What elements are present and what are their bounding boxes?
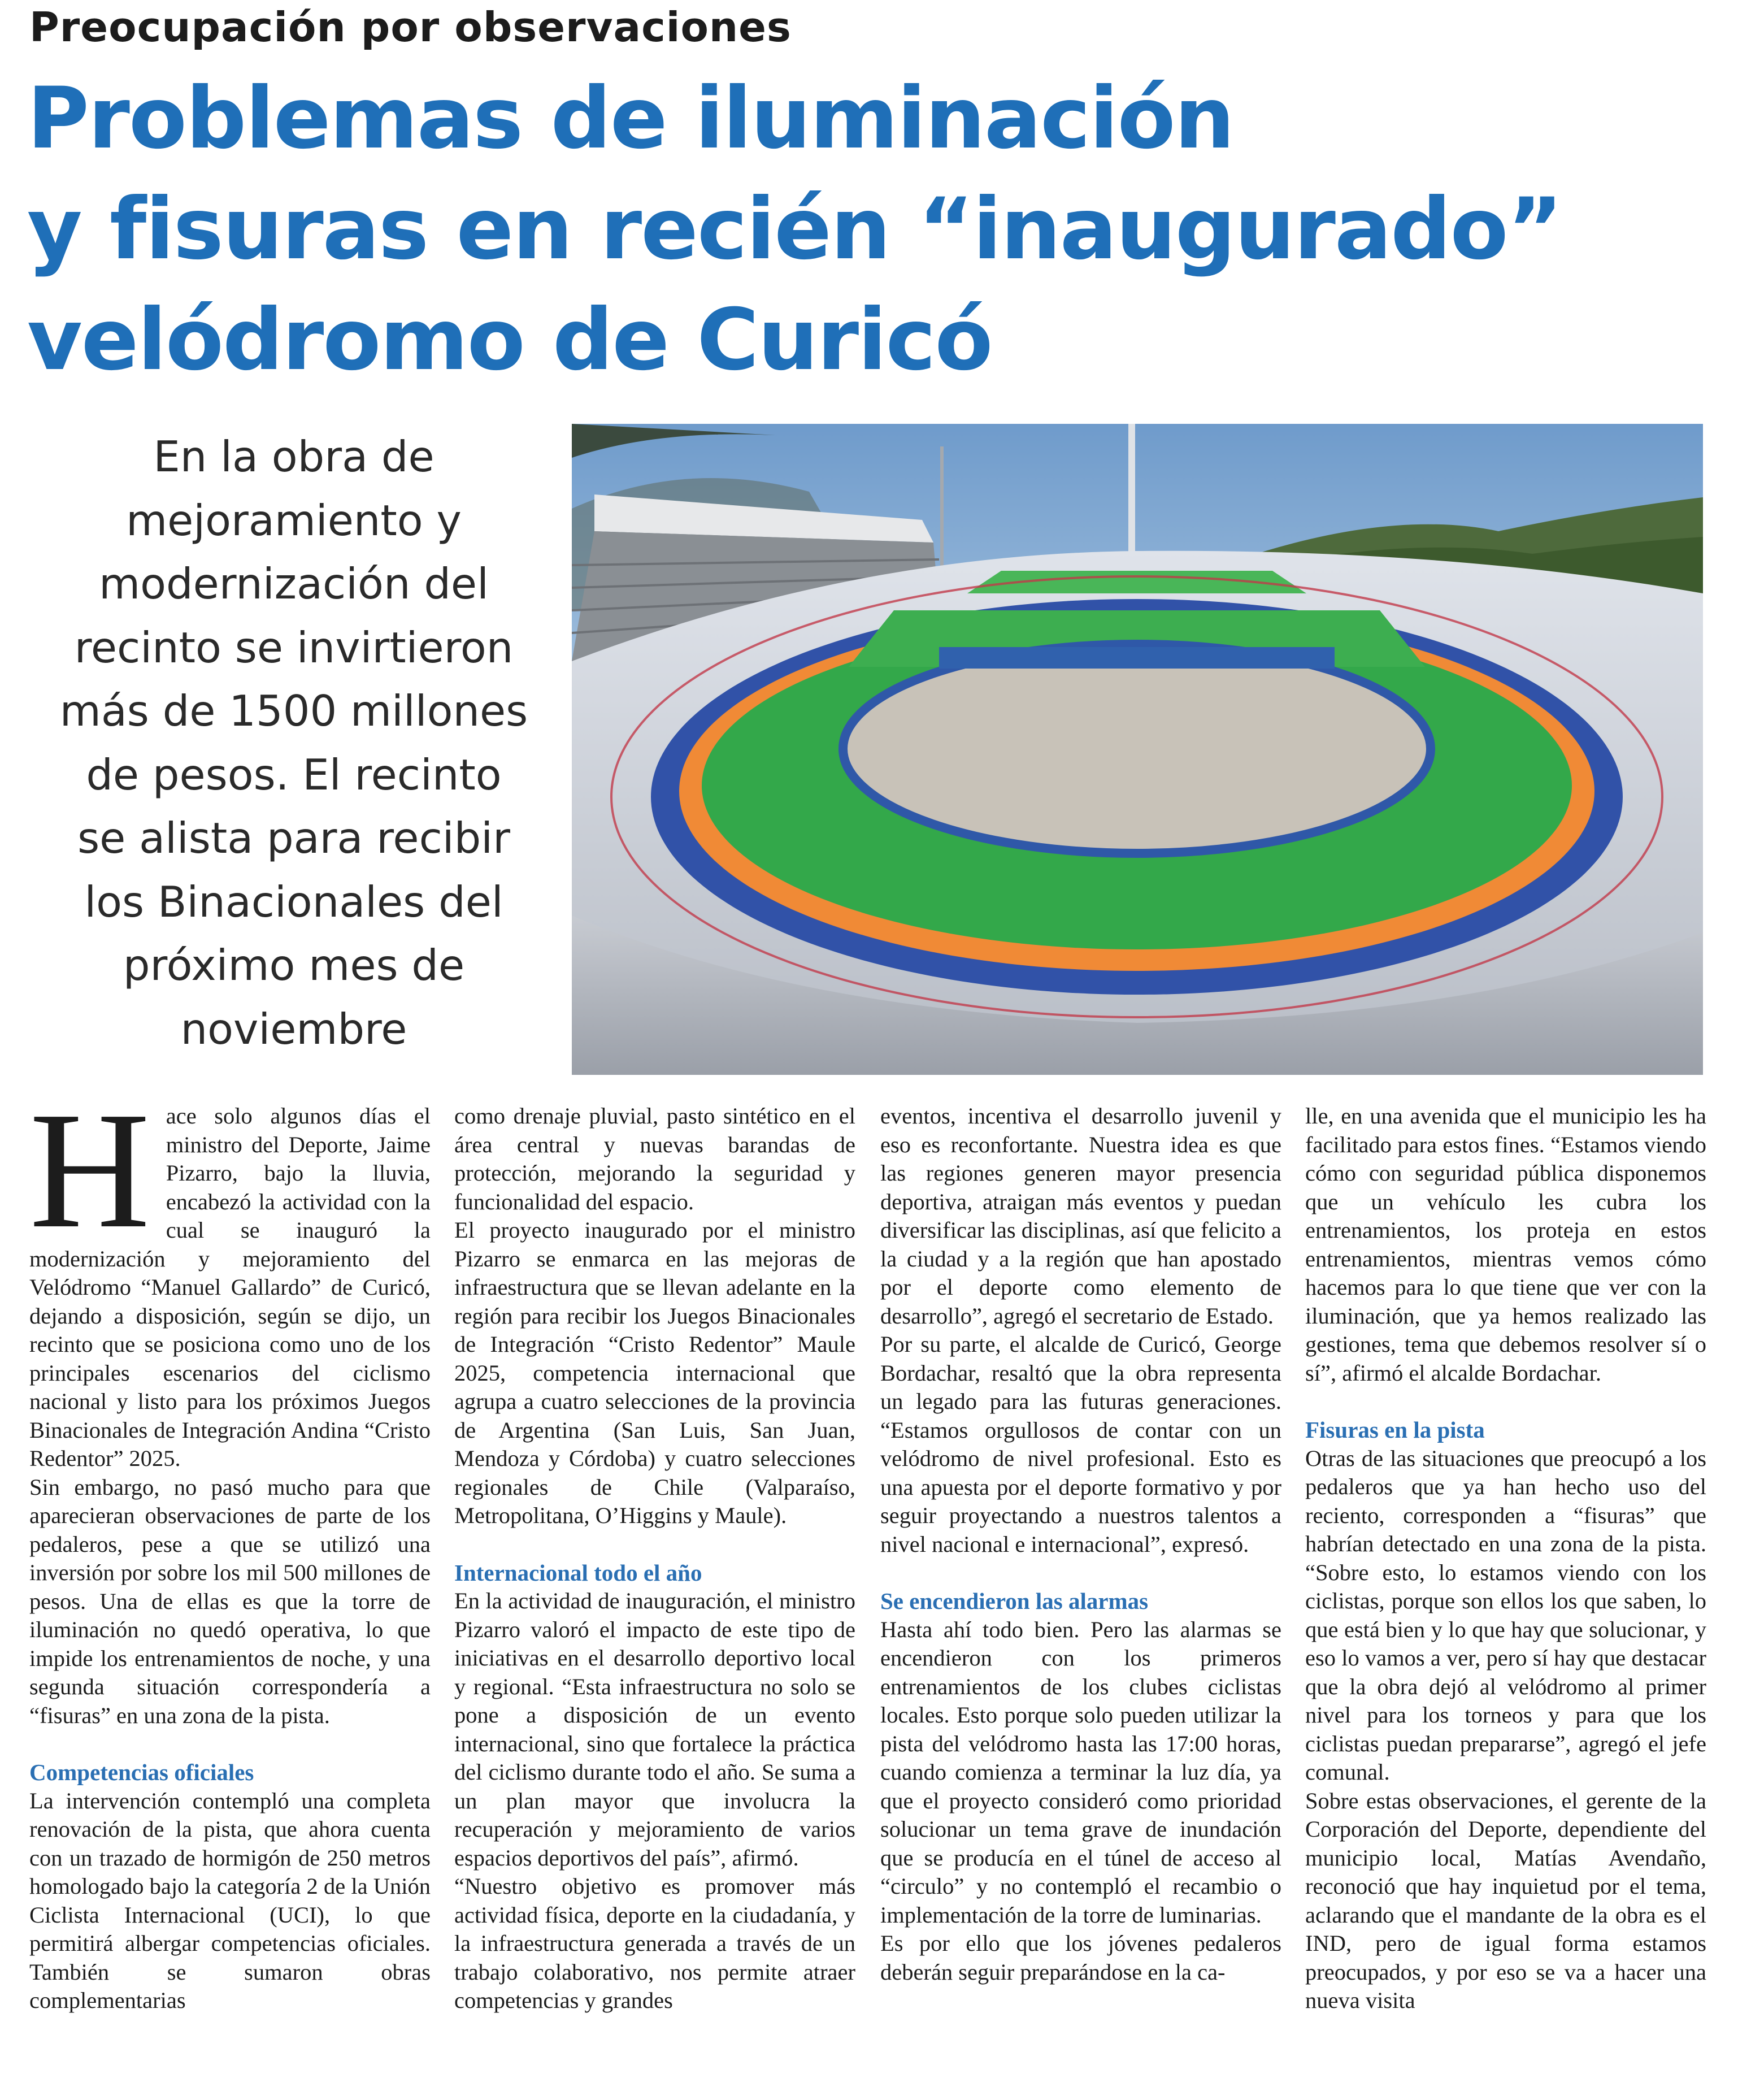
velodrome-photo xyxy=(572,424,1703,1075)
paragraph: como drenaje pluvial, pasto sintético en el área central y nuevas barandas de protección, mejorando la seguridad y funcionalidad del espacio. xyxy=(454,1103,855,1214)
paragraph: El proyecto inaugurado por el ministro Pizarro se enmarca en las mejoras de infraestructura que se llevan adelante en la región para recibir los Juegos Binacionales de Integración “Cristo Redentor” Maule 2025, competencia internacional que agrupa a cuatro selecciones de la provincia de Argentina (San Luis, San Juan, Mendoza y Córdoba) y cuatro selecciones regionales de Chile (Valparaíso, Metropolitana, O’Higgins y Maule). xyxy=(454,1217,855,1528)
paragraph: eventos, incentiva el desarrollo juvenil y eso es reconfortante. Nuestra idea es que las regiones generen mayor presencia deportiva, atraigan más eventos y puedan diversificar las disciplinas, así que felicito a la ciudad y a la región que han apostado por el deporte como elemento de desarrollo”, agregó el secretario de Estado. xyxy=(880,1103,1281,1329)
subheading: Se encendieron las alarmas xyxy=(880,1588,1149,1614)
lead-line: modernización del xyxy=(99,559,489,609)
headline-line-2: y fisuras en recién “inaugurado” xyxy=(27,180,1562,279)
subheading: Internacional todo el año xyxy=(454,1559,702,1586)
paragraph: lle, en una avenida que el municipio les ha facilitado para estos fines. “Estamos viendo cómo con seguridad pública disponemos que un vehículo les cubra los entrenamientos, los proteja en estos entrenamientos, mientras vemos cómo hacemos para lo que tiene que ver con la iluminación, que ya hemos realizado las gestiones, tema que debemos resolver sí o sí”, afirmó el alcalde Bordachar. xyxy=(1305,1103,1706,1386)
lead-line: más de 1500 millones xyxy=(59,686,528,736)
body-column-4 xyxy=(1305,1102,1706,2080)
headline xyxy=(27,63,1700,396)
body-column-3 xyxy=(880,1102,1281,2080)
paragraph: Es por ello que los jóvenes pedaleros deberán seguir preparándose en la ca- xyxy=(880,1930,1281,1985)
paragraph: En la actividad de inauguración, el ministro Pizarro valoró el impacto de este tipo de iniciativas en el desarrollo deportivo local y regional. “Esta infraestructura no solo se pone a disposición de un evento internacional, sino que fortalece la práctica del ciclismo durante todo el año. Se suma a un plan mayor que involucra la recuperación y mejoramiento de varios espacios deportivos del país”, afirmó. xyxy=(454,1588,855,1871)
headline-line-3: velódromo de Curicó xyxy=(27,291,992,389)
article-body xyxy=(29,1102,1707,2080)
lead-line: mejoramiento y xyxy=(126,495,462,545)
lead-line: se alista para recibir xyxy=(77,813,510,863)
paragraph: “Nuestro objetivo es promover más actividad física, deporte en la ciudadanía, y la infraestructura generada a través de un trabajo colaborativo, nos permite atraer competencias y grandes xyxy=(454,1873,855,2013)
lead-line: los Binacionales del xyxy=(84,877,503,927)
body-column-1 xyxy=(29,1102,431,2080)
lead-line: de pesos. El recinto xyxy=(86,749,502,800)
lead-summary xyxy=(23,425,565,1061)
drop-cap: H xyxy=(29,1102,150,1263)
paragraph: Otras de las situaciones que preocupó a los pedaleros que ya han hecho uso del reciento, corresponden a “fisuras” que habrían detectado en una zona de la pista. “Sobre esto, lo estamos viendo con los ciclistas, porque son ellos los que saben, lo que está bien y lo que hay que solucionar, y eso lo vamos a ver, pero sí hay que destacar que la obra dejó al velódromo al primer nivel para los torneos y para que los ciclistas puedan prepararse”, agregó el jefe comunal. xyxy=(1305,1445,1706,1785)
subheading: Fisuras en la pista xyxy=(1305,1417,1485,1443)
kicker: Preocupación por observaciones xyxy=(29,3,792,51)
paragraph: Sin embargo, no pasó mucho para que aparecieran observaciones de parte de los pedaleros, pese a que se utilizó una inversión por sobre los mil 500 millones de pesos. Una de ellas es que la torre de iluminación no quedó operativa, lo que impide los entrenamientos de noche, y una segunda situación correspondería a “fisuras” en una zona de la pista. xyxy=(29,1474,431,1728)
lead-line: recinto se invirtieron xyxy=(74,622,514,672)
headline-line-1: Problemas de iluminación xyxy=(27,70,1234,168)
paragraph: Por su parte, el alcalde de Curicó, George Bordachar, resaltó que la obra representa un legado para las futuras generaciones. “Estamos orgullosos de contar con un velódromo de nivel profesional. Esto es una apuesta por el deporte formativo y por seguir proyectando a nuestros talentos a nivel nacional e internacional”, expresó. xyxy=(880,1331,1281,1557)
subheading: Competencias oficiales xyxy=(29,1759,254,1785)
lead-line: En la obra de xyxy=(153,432,434,481)
paragraph: ace solo algunos días el ministro del Deporte, Jaime Pizarro, bajo la lluvia, encabezó la actividad con la cual se inauguró la modernización y mejoramiento del Velódromo “Manuel Gallardo” de Curicó, dejando a disposición, según se dijo, un recinto que se posiciona como uno de los principales escenarios del ciclismo nacional y listo para los próximos Juegos Binacionales de Integración Andina “Cristo Redentor” 2025. xyxy=(29,1103,431,1471)
paragraph: Sobre estas observaciones, el gerente de la Corporación del Deporte, dependiente del municipio local, Matías Avendaño, reconoció que hay inquietud por el tema, aclarando que el mandante de la obra es el IND, pero de igual forma estamos preocupados, y por eso se va a hacer una nueva visita xyxy=(1305,1787,1706,2013)
lead-line: próximo mes de xyxy=(123,940,465,990)
paragraph: Hasta ahí todo bien. Pero las alarmas se encendieron con los primeros entrenamientos de los clubes ciclistas locales. Esto porque solo pueden utilizar la pista del velódromo hasta las 17:00 horas, cuando comienza a terminar la luz día, ya que el proyecto consideró como prioridad solucionar un tema grave de inundación que se producía en el túnel de acceso al “circulo” y no contempló el recambio o implementación de la torre de luminarias. xyxy=(880,1616,1281,1928)
lead-line: noviembre xyxy=(180,1004,407,1054)
body-column-2 xyxy=(454,1102,855,2080)
paragraph: La intervención contempló una completa renovación de la pista, que ahora cuenta con un trazado de hormigón de 250 metros homologado bajo la categoría 2 de la Unión Ciclista Internacional (UCI), lo que permitirá albergar competencias oficiales. También se sumaron obras complementarias xyxy=(29,1787,431,2013)
